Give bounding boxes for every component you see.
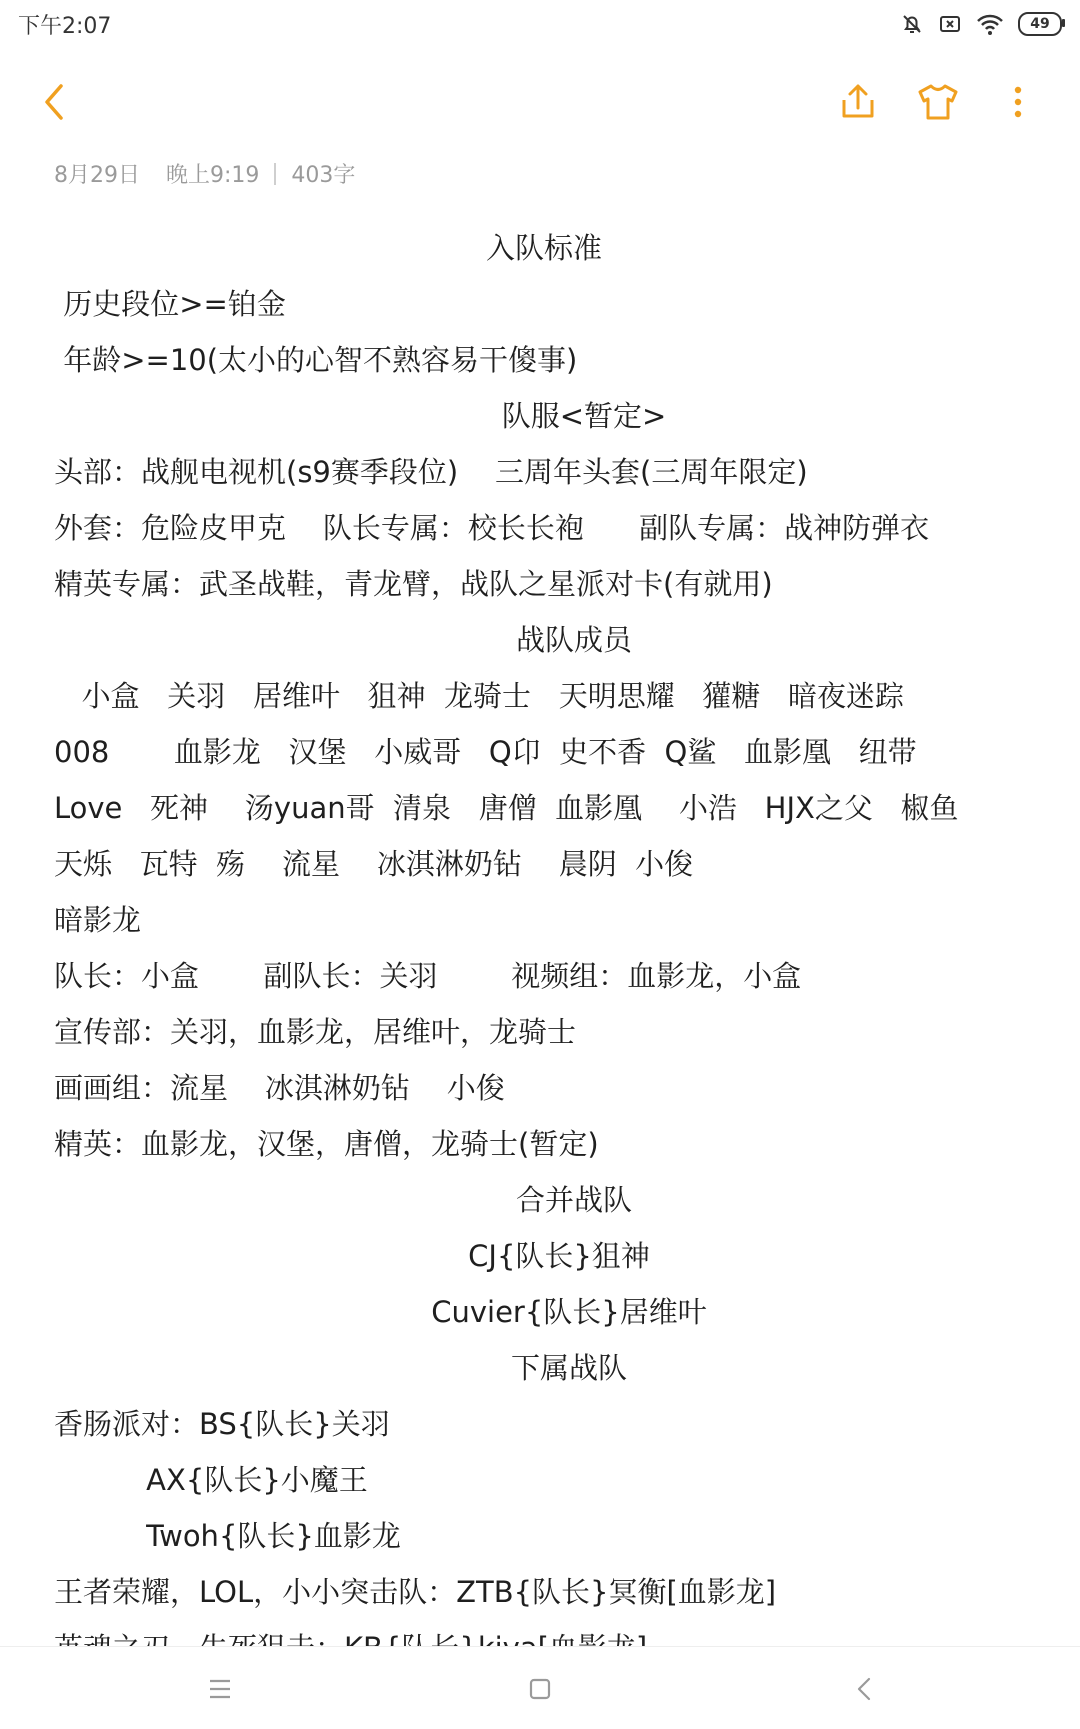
note-line: 天烁 瓦特 殇 流星 冰淇淋奶钻 晨阴 小俊	[54, 847, 694, 881]
nav-back-button[interactable]	[842, 1667, 886, 1711]
more-button[interactable]	[994, 78, 1042, 126]
toolbar	[0, 60, 1080, 140]
note-line: 香肠派对：BS{队长}关羽	[54, 1407, 390, 1441]
note-word-count: 403字	[291, 163, 356, 188]
menu-button[interactable]	[198, 1667, 242, 1711]
note-body[interactable]	[54, 220, 1034, 1676]
back-chevron-icon	[39, 82, 69, 122]
note-line: 小盒 关羽 居维叶 狙神 龙骑士 天明思耀 獾糖 暗夜迷踪	[54, 679, 905, 713]
note-line-heading: 战队成员	[515, 623, 632, 657]
note-line-heading: 队服<暂定>	[501, 399, 667, 433]
note-line: 外套：危险皮甲克 队长专属：校长长袍 副队专属：战神防弹衣	[54, 511, 930, 545]
note-line-heading: 入队标准	[485, 231, 602, 265]
note-line: 008 血影龙 汉堡 小威哥 Q卬 史不香 Q鲨 血影凰 纽带	[54, 735, 917, 769]
note-line: 头部：战舰电视机(s9赛季段位) 三周年头套(三周年限定)	[54, 455, 808, 489]
note-date: 8月29日	[54, 163, 140, 188]
note-time: 晚上9:19	[166, 163, 260, 188]
note-line: AX{队长}小魔王	[54, 1463, 368, 1497]
mute-bell-icon	[900, 12, 924, 36]
note-line: 队长：小盒 副队长：关羽 视频组：血影龙，小盒	[54, 959, 802, 993]
status-time: 下午2:07	[18, 13, 112, 39]
note-line-heading: 下属战队	[510, 1351, 627, 1385]
more-vertical-icon	[1012, 82, 1024, 122]
note-line: 精英：血影龙，汉堡，唐僧，龙骑士(暂定)	[54, 1127, 599, 1161]
nav-back-icon	[855, 1676, 873, 1702]
note-line: Love 死神 汤yuan哥 清泉 唐僧 血影凰 小浩 HJX之父 椒鱼	[54, 791, 959, 825]
wifi-icon	[976, 12, 1004, 36]
note-line: 暗影龙	[54, 903, 142, 937]
system-nav-bar	[0, 1646, 1080, 1729]
note-line-heading: 合并战队	[515, 1183, 632, 1217]
note-line: Twoh{队长}血影龙	[54, 1519, 401, 1553]
home-button[interactable]	[518, 1667, 562, 1711]
note-line: 王者荣耀，LOL，小小突击队：ZTB{队长}冥衡[血影龙]	[54, 1575, 777, 1609]
note-line: 精英专属：武圣战鞋，青龙臂，战队之星派对卡(有就用)	[54, 567, 773, 601]
battery-icon: 49	[1018, 12, 1062, 36]
note-line: 画画组：流星 冰淇淋奶钻 小俊	[54, 1071, 505, 1105]
sim-off-icon	[938, 12, 962, 36]
note-line: 宣传部：关羽，血影龙，居维叶，龙骑士	[54, 1015, 577, 1049]
note-line: Cuvier{队长}居维叶	[431, 1295, 707, 1329]
status-bar	[0, 0, 1080, 48]
theme-button[interactable]	[914, 78, 962, 126]
home-square-icon	[528, 1677, 552, 1701]
note-line: CJ{队长}狙神	[468, 1239, 650, 1273]
tshirt-icon	[916, 82, 960, 122]
note-meta	[54, 158, 355, 189]
note-line: 年龄>=10(太小的心智不熟容易干傻事)	[54, 343, 578, 377]
share-icon	[838, 82, 878, 122]
meta-divider	[274, 163, 276, 185]
menu-icon	[208, 1678, 232, 1700]
note-line: 历史段位>=铂金	[54, 287, 286, 321]
status-icons	[900, 12, 1062, 36]
back-button[interactable]	[30, 78, 78, 126]
share-button[interactable]	[834, 78, 882, 126]
